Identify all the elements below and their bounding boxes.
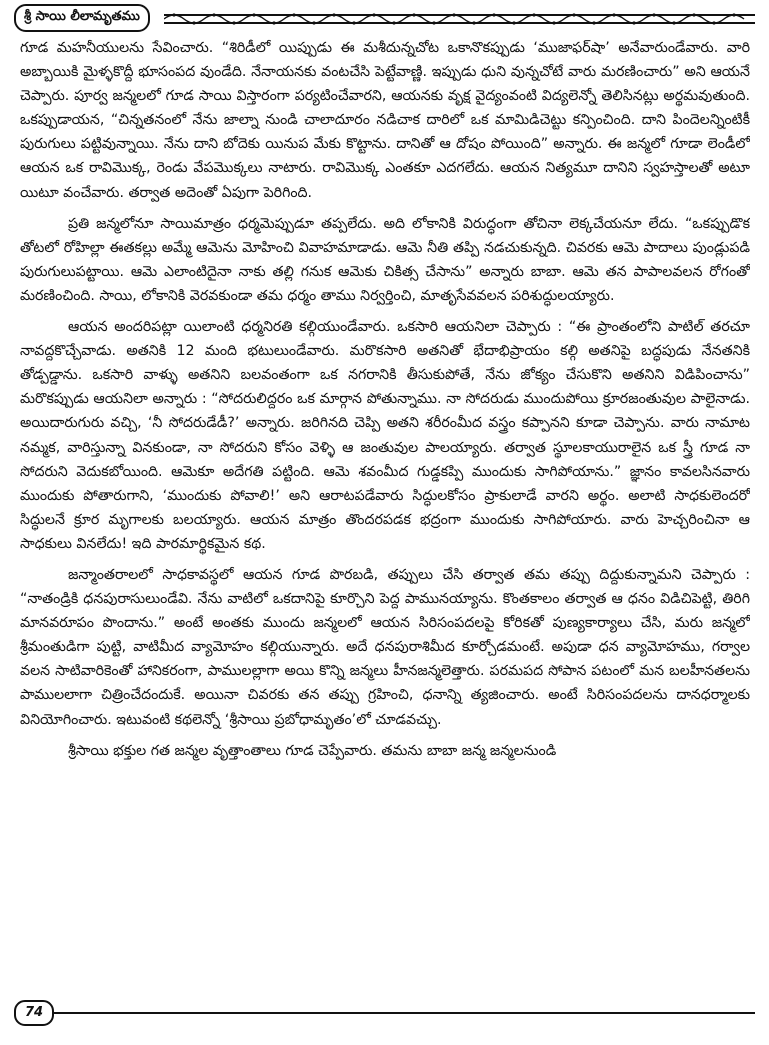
footer-rule	[54, 1012, 755, 1014]
page-footer	[14, 1000, 755, 1028]
paragraph-2: ప్రతి జన్మలోనూ సాయిమాత్రం ధర్మమెప్పుడూ తప్పలేదు. అది లోకానికి విరుద్ధంగా తోచినా లెక్కచేయనూ లేదు. “ఒకప్పుడొక తోటలో రోహిల్లా ఈతకల్లు అమ్మే ఆమెను మోహించి వివాహమాడాడు. ఆమె నీతి తప్పి నడచుకున్నది. చివరకు ఆమె పాదాలు పుండ్లుపడి పురుగులుపట్టాయి. ఆమె ఎలాంటిదైనా నాకు తల్లి గనుక ఆమెకు చికిత్స చేసాను” అన్నారు బాబా. ఆమె తన పాపాలవలన రోగంతో మరణించింది. సాయి, లోకానికి వెరవకుండా తమ ధర్మం తాము నిర్వర్తించి, మాతృసేవవలన పరిశుద్ధులయ్యారు.	[20, 215, 750, 304]
paragraph-3: ఆయన అందరిపట్లా యిలాంటి ధర్మనిరతి కల్గియుండేవారు. ఒకసారి ఆయనిలా చెప్పారు : “ఈ ప్రాంతంలోని పాటిల్ తరచూ నావద్దకొచ్చేవాడు. అతనికి 12 మంది భటులుండేవారు. మరొకసారి అతనితో భేదాభిప్రాయం కల్గి అతనిపై బద్ధపుడు నేనతనికి తోడ్పడ్డాను. ఒకసారి వాళ్ళు అతనిని బలవంతంగా ఒక నగరానికి తీసుకుపోతే, నేను జోక్యం చేసుకొని అతనిని విడిపించాను” మరొకప్పుడు ఆయనిలా అన్నారు : “సోదరులిద్దరం ఒక మార్గాన పోతున్నాము. నా సోదరుడు ముందుపోయి క్రూరజంతువుల పాలైనాడు. అయిదారుగురు వచ్చి, ‘నీ సోదరుడేడీ?’ అన్నారు. జరిగినది చెప్పి అతని శరీరంమీద వస్త్రం కప్పానని కూడా చెప్పాను. వారు నామాట నమ్మక, వారిస్తున్నా వినకుండా, నా సోదరుని కోసం వెళ్ళి ఆ జంతువుల పాలయ్యారు. తర్వాత స్థూలకాయురాలైన ఒక స్త్రీ గూడ నా సోదరుని వెదుకబోయింది. ఆమెకూ అదేగతి పట్టింది. ఆమె శవంమీద గుడ్డకప్పి ముందుకు సాగిపోయాను.” జ్ఞానం కావలసినవారు ముందుకు పోతారుగాని, ‘ముందుకు పోవాలి!’ అని ఆరాటపడేవారు సిద్ధులకోసం ప్రాకులాడే వారని అర్థం. అలాటి సాధకులెందరో సిద్ధులనే క్రూర మృగాలకు బలయ్యారు. ఆయన మాత్రం తొందరపడక భద్రంగా ముందుకు సాగిపోయారు. వారు హెచ్చరించినా ఆ సాధకులు వినలేదు! ఇది పారమార్థికమైన కథ.	[20, 319, 750, 552]
running-header	[14, 4, 755, 30]
book-title: శ్రీ సాయి లీలామృతము	[14, 4, 150, 32]
page-body	[20, 36, 750, 991]
paragraph-4: జన్మాంతరాలలో సాధకావస్థలో ఆయన గూడ పొరబడి, తప్పులు చేసి తర్వాత తమ తప్పు దిద్దుకున్నామని చెప్పారు : “నాతండ్రికి ధనపురాసులుండేవి. నేను వాటిలో ఒకదానిపై కూర్చొని పెద్ద పామునయ్యాను. కొంతకాలం తర్వాత ఆ ధనం విడిచిపెట్టి, తిరిగి మానవరూపం పొందాను.” అంటే అంతకు ముందు జన్మలలో ఆయన సిరిసంపదలపై కోరికతో పుణ్యకార్యాలు చేసి, మరు జన్మలో శ్రీమంతుడిగా పుట్టి, వాటిమీద వ్యామోహం కల్గియున్నారు. అదే ధనపురాశిమీద కూర్చోడమంటే. అపుడా ధన వ్యామోహము, గర్వాల వలన సాటివారికెంతో హానికరంగా, పాములల్లాగా అయి కొన్ని జన్మలు హీనజన్మలెత్తారు. పరమపద సోపాన పటంలో మన బలహీనతలను పాములలాగా చిత్రించేదందుకే. అయినా చివరకు తన తప్పు గ్రహించి, ధనాన్ని త్యజించారు. అంటే సిరిసంపదలను దానధర్మాలకు వినియోగించారు. ఇటువంటి కథలెన్నో ‘శ్రీసాయి ప్రబోధామృతం’లో చూడవచ్చు.	[20, 566, 750, 728]
paragraph-5: శ్రీసాయి భక్తుల గత జన్మల వృత్తాంతాలు గూడ చెప్పేవారు. తమను బాబా జన్మ జన్మలనుండి	[68, 742, 557, 759]
page-number: 74	[14, 1000, 54, 1026]
header-ornament	[164, 14, 755, 24]
paragraph-1: గూడ మహనీయులను సేవించారు. “శిరిడీలో యిప్పుడు ఈ మశీదున్నచోట ఒకానొకప్పుడు ‘ముజాఫర్‌షా’ అనేవారుండేవారు. వారి అబ్బాయికి మైళ్ళకొద్దీ భూసంపద వుండేది. నేనాయనకు వంటచేసి పెట్టేవాణ్ణి. ఇప్పుడు ధుని వున్నచోటే వారు మరణించారు” అని ఆయనే చెప్పారు. పూర్వ జన్మలలో గూడ సాయి విస్తారంగా పర్యటించేవారని, ఆయనకు వృక్ష వైద్యంవంటి విద్యలెన్నో తెలిసినట్లు అర్థమవుతుంది. ఒకప్పుడాయన, “చిన్నతనంలో నేను జాల్నా నుండి చాలాదూరం నడిచాక దారిలో ఒక మామిడిచెట్టు కన్పించింది. దాని పిందెలన్నింటికీ పురుగులు పట్టివున్నాయి. నేను దాని బోదెకు యినుప మేకు కొట్టాను. దానితో ఆ దోషం పోయింది” అన్నారు. ఈ జన్మలో గూడా లెండీలో ఆయన ఒక రావిమొక్క, రెండు వేపమొక్కలు నాటారు. రావిమొక్క ఎంతకూ ఎదగలేదు. ఆయన నిత్యమూ దానిని స్వహస్తాలతో అటూ యిటూ వంచేవారు. తర్వాత అదెంతో ఏపుగా పెరిగింది.	[20, 40, 750, 201]
ornament-vine-icon	[164, 9, 755, 29]
